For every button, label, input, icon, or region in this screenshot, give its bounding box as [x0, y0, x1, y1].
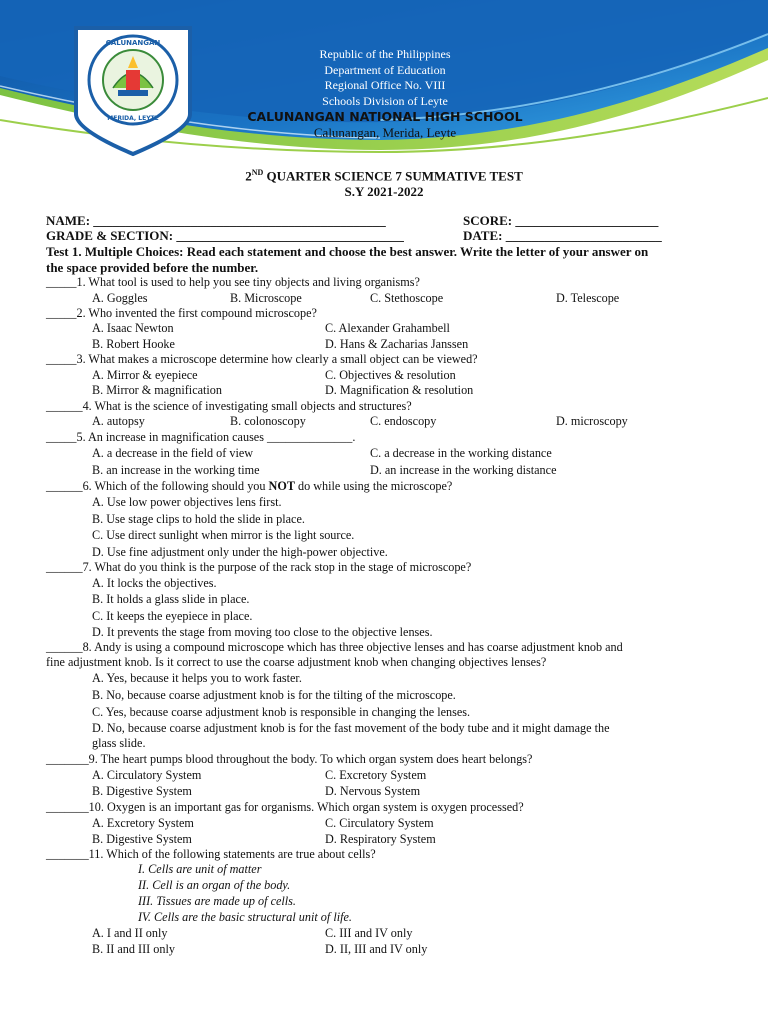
q10-option-a: A. Excretory System [92, 816, 194, 830]
school-year: S.Y 2021-2022 [344, 184, 424, 199]
q8-option-d: D. No, because coarse adjustment knob is for the fast movement of the body tube and it might damage the [92, 721, 610, 735]
q11-option-a: A. I and II only [92, 926, 168, 940]
q4-option-c: C. endoscopy [370, 414, 437, 428]
grade-section-field[interactable]: GRADE & SECTION: ___________________________________ [46, 228, 404, 243]
q8-option-d-cont: glass slide. [92, 736, 146, 750]
q10-option-b: B. Digestive System [92, 832, 192, 846]
q11-statement-2: II. Cell is an organ of the body. [138, 878, 291, 892]
q11-statement-3: III. Tissues are made up of cells. [138, 894, 296, 908]
q4-option-b: B. colonoscopy [230, 414, 306, 428]
score-field[interactable]: SCORE: ______________________ [463, 213, 659, 228]
q7-option-d: D. It prevents the stage from moving too close to the objective lenses. [92, 625, 433, 639]
svg-text:MERIDA, LEYTE: MERIDA, LEYTE [107, 115, 159, 122]
division-label: Schools Division of Leyte [322, 93, 448, 108]
q7-option-b: B. It holds a glass slide in place. [92, 592, 250, 606]
title-num: 2 [245, 168, 252, 184]
q1-option-c: C. Stethoscope [370, 291, 444, 305]
question-4: ______4. What is the science of investigating small objects and structures? [46, 399, 412, 413]
q5-option-d: D. an increase in the working distance [370, 463, 557, 477]
question-9: _______9. The heart pumps blood throughout the body. To which organ system does heart belongs? [46, 752, 533, 766]
q8-option-b: B. No, because coarse adjustment knob is for the tilting of the microscope. [92, 688, 456, 702]
q10-option-d: D. Respiratory System [325, 832, 436, 846]
q5-option-b: B. an increase in the working time [92, 463, 260, 477]
q6-option-c: C. Use direct sunlight when mirror is the light source. [92, 528, 355, 542]
q3-option-a: A. Mirror & eyepiece [92, 368, 198, 382]
q2-option-b: B. Robert Hooke [92, 337, 175, 351]
q7-option-c: C. It keeps the eyepiece in place. [92, 609, 253, 623]
q2-option-a: A. Isaac Newton [92, 321, 174, 335]
q6-stem-post: do while using the microscope? [294, 479, 453, 493]
q11-option-c: C. III and IV only [325, 926, 413, 940]
q1-option-d: D. Telescope [556, 291, 620, 305]
q9-option-d: D. Nervous System [325, 784, 421, 798]
svg-text:CALUNANGAN: CALUNANGAN [105, 39, 161, 47]
q11-statement-4: IV. Cells are the basic structural unit of life. [138, 910, 352, 924]
q4-option-d: D. microscopy [556, 414, 628, 428]
name-field[interactable]: NAME: _____________________________________________ [46, 213, 386, 228]
q1-option-b: B. Microscope [230, 291, 302, 305]
q11-statement-1: I. Cells are unit of matter [138, 862, 262, 876]
instructions: Test 1. Multiple Choices: Read each statement and choose the best answer. Write the letter of your answer on [46, 244, 649, 259]
q8-option-a: A. Yes, because it helps you to work faster. [92, 671, 302, 685]
q3-option-b: B. Mirror & magnification [92, 383, 222, 397]
q3-option-c: C. Objectives & resolution [325, 368, 456, 382]
test-title [0, 168, 768, 184]
q1-option-a: A. Goggles [92, 291, 148, 305]
question-5: _____5. An increase in magnification causes ______________. [46, 430, 356, 444]
question-8-cont: fine adjustment knob. Is it correct to use the coarse adjustment knob when changing objectives lenses? [46, 655, 547, 669]
q9-option-c: C. Excretory System [325, 768, 427, 782]
q5-option-c: C. a decrease in the working distance [370, 446, 552, 460]
question-7: ______7. What do you think is the purpose of the rack stop in the stage of microscope? [46, 560, 472, 574]
title-rest: QUARTER SCIENCE 7 SUMMATIVE TEST [263, 168, 523, 184]
q8-option-c: C. Yes, because coarse adjustment knob is responsible in changing the lenses. [92, 705, 471, 719]
question-3: _____3. What makes a microscope determine how clearly a small object can be viewed? [46, 352, 478, 366]
question-8: ______8. Andy is using a compound microscope which has three objective lenses and has coarse adjustment knob and [46, 640, 623, 654]
title-sup: ND [251, 168, 264, 177]
school-address: Calunangan, Merida, Leyte [313, 125, 457, 140]
question-1: _____1. What tool is used to help you see tiny objects and living organisms? [46, 275, 420, 289]
q9-option-a: A. Circulatory System [92, 768, 202, 782]
question-10: _______10. Oxygen is an important gas for organisms. Which organ system is oxygen processed? [46, 800, 524, 814]
question-11: _______11. Which of the following statements are true about cells? [46, 847, 376, 861]
school-name: CALUNANGAN NATIONAL HIGH SCHOOL [247, 109, 523, 124]
question-6 [46, 479, 452, 494]
q11-option-b: B. II and III only [92, 942, 175, 956]
q6-option-b: B. Use stage clips to hold the slide in place. [92, 512, 305, 526]
q2-option-c: C. Alexander Grahambell [325, 321, 450, 335]
school-logo [72, 18, 194, 158]
q2-option-d: D. Hans & Zacharias Janssen [325, 337, 469, 351]
instructions-cont: the space provided before the number. [46, 260, 259, 275]
q6-option-a: A. Use low power objectives lens first. [92, 495, 282, 509]
q5-option-a: A. a decrease in the field of view [92, 446, 254, 460]
question-2: _____2. Who invented the first compound microscope? [46, 306, 317, 320]
region-label: Regional Office No. VIII [324, 78, 446, 92]
header-text [220, 47, 550, 109]
q6-stem-bold: NOT [268, 479, 295, 493]
q10-option-c: C. Circulatory System [325, 816, 434, 830]
q6-stem-pre: ______6. Which of the following should you [46, 479, 269, 493]
department-label: Department of Education [324, 62, 446, 77]
republic-label: Republic of the Philippines [319, 47, 451, 61]
q11-option-d: D. II, III and IV only [325, 942, 428, 956]
q9-option-b: B. Digestive System [92, 784, 192, 798]
q3-option-d: D. Magnification & resolution [325, 383, 474, 397]
date-field[interactable]: DATE: ________________________ [463, 228, 662, 243]
q7-option-a: A. It locks the objectives. [92, 576, 217, 590]
q4-option-a: A. autopsy [92, 414, 145, 428]
q6-option-d: D. Use fine adjustment only under the high-power objective. [92, 545, 388, 559]
